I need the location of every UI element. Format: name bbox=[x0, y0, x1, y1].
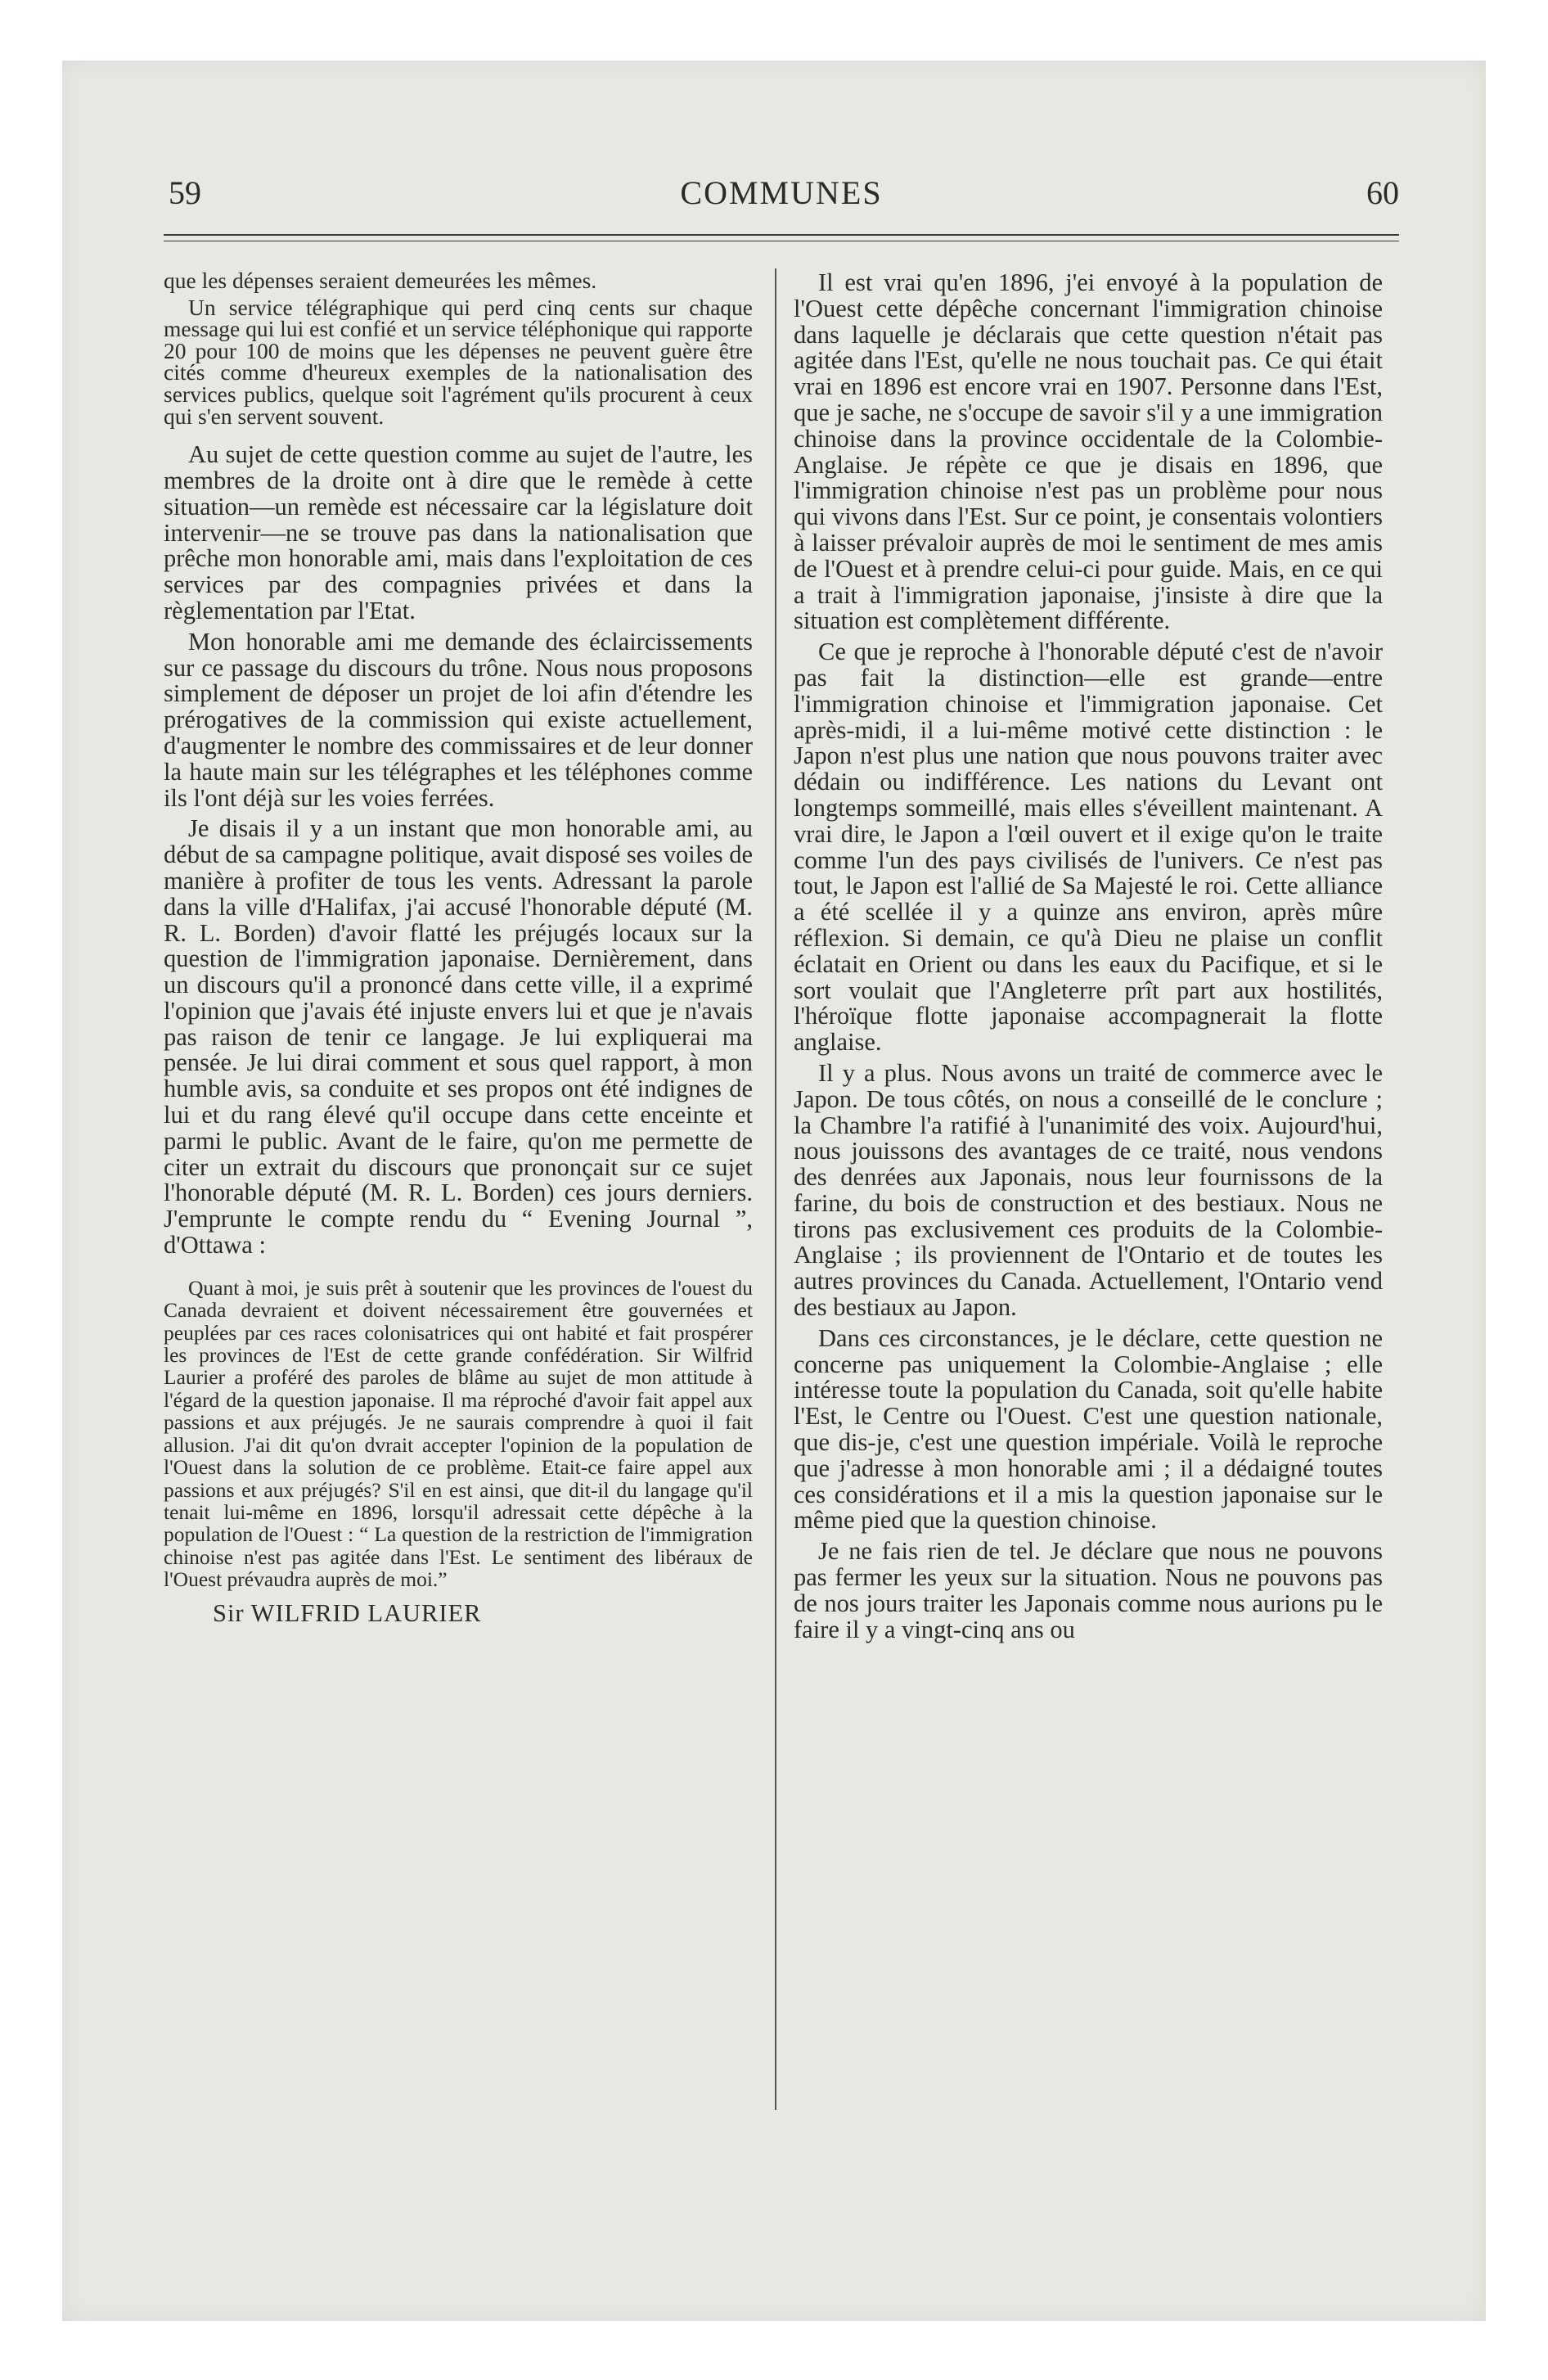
quoted-extract: Quant à moi, je suis prêt à soutenir que les provinces de l'ouest du Canada devraient et doivent nécessairement être gouvernées et peuplées par ces races colonisatrices qui ont habité et fait prospérer les provinces de l'Est de cette grande confédération. Sir Wilfrid Laurier a proféré des paroles de blâme au sujet de mon attitude à l'égard de la question japonaise. Il ma réproché d'avoir fait appel aux passions et aux préjugés. Je ne saurais comprendre à quoi il fait allusion. J'ai dit qu'on dvrait accepter l'opinion de la population de l'Ouest dans la solution de ce problème. Etait-ce faire appel aux passions et aux préjugés? S'il en est ainsi, que dit-il du langage qu'il tenait lui-même en 1896, lorsqu'il adressait cette dépêche à la population de l'Ouest : “ La question de la restriction de l'immigration chinoise n'est pas agitée dans l'Est. Le sentiment des libéraux de l'Ouest prévaudra auprès de moi.” bbox=[164, 1275, 753, 1592]
header-rule-top bbox=[164, 234, 1399, 236]
page-number-right: 60 bbox=[1366, 174, 1399, 211]
column-divider bbox=[775, 268, 776, 2110]
right-paragraph-3: Il y a plus. Nous avons un traité de commerce avec le Japon. De tous côtés, on nous a conseillé de le conclure ; la Chambre l'a ratifié à l'unanimité des voix. Aujourd'hui, nous jouissons des avantages de ce traité, nous vendons des denrées aux Japonais, nous leur fournissons de la farine, du bois de construction et des bestiaux. Nous ne tirons pas exclusivement ces produits de la Colombie-Anglaise ; ils proviennent de l'Ontario et de toutes les autres provinces du Canada. Actuellement, l'Ontario vend des bestiaux au Japon. bbox=[794, 1058, 1383, 1322]
page-title: COMMUNES bbox=[680, 174, 883, 211]
left-paragraph-4: Mon honorable ami me demande des éclaircissements sur ce passage du discours du trône. Nous nous proposons simplement de déposer un projet de loi afin d'étendre les prérogatives de la commission qui existe actuellement, d'augmenter le nombre des commissaires et de leur donner la haute main sur les télégraphes et les téléphones comme ils l'ont déjà sur les voies ferrées. bbox=[164, 627, 753, 812]
page-number-left: 59 bbox=[169, 174, 201, 211]
quote-signature: Sir WILFRID LAURIER bbox=[213, 1598, 482, 1627]
left-paragraph-3: Au sujet de cette question comme au sujet de l'autre, les membres de la droite ont à dire que le remède à cette situation—un remède est nécessaire car la législature doit intervenir—ne se trouve pas dans la nationalisation que prêche mon honorable ami, mais dans l'exploitation de ces services par des compagnies privées et dans la règlementation par l'Etat. bbox=[164, 440, 753, 624]
left-column bbox=[164, 270, 753, 1631]
left-paragraph-2: Un service télégraphique qui perd cinq cents sur chaque message qui lui est confié et un service téléphonique qui rapporte 20 pour 100 de moins que les dépenses ne peuvent guère être cités comme d'heureux exemples de la nationalisation des services publics, quelque soit l'agrément qu'ils procurent à ceux qui s'en servent souvent. bbox=[164, 294, 753, 429]
page-header bbox=[164, 164, 1399, 221]
left-paragraph-5: Je disais il y a un instant que mon honorable ami, au début de sa campagne politique, avait disposé ses voiles de manière à profiter de tous les vents. Adressant la parole dans la ville d'Halifax, j'ai accusé l'honorable député (M. R. L. Borden) d'avoir flatté les préjugés locaux sur la question de l'immigration japonaise. Dernièrement, dans un discours qu'il a prononcé dans cette ville, il a exprimé l'opinion que j'avais été injuste envers lui et que je n'avais pas raison de tenir ce langage. Je lui expliquerai ma pensée. Je lui dirai comment et sous quel rapport, à mon humble avis, sa conduite et ses propos ont été indignes de lui et du rang élevé qu'il occupe dans cette enceinte et parmi le public. Avant de le faire, qu'on me permette de citer un extrait du discours que prononçait sur ce sujet l'honorable député (M. R. L. Borden) ces jours derniers. J'emprunte le compte rendu du “ Evening Journal ”, d'Ottawa : bbox=[164, 814, 753, 1260]
left-paragraph-1: que les dépenses seraient demeurées les mêmes. bbox=[164, 268, 597, 293]
right-column bbox=[794, 270, 1383, 1648]
right-paragraph-5: Je ne fais rien de tel. Je déclare que nous ne pouvons pas fermer les yeux sur la situation. Nous ne pouvons pas de nos jours traiter les Japonais comme nous aurions pu le faire il y a vingt-cinq ans ou bbox=[794, 1537, 1383, 1643]
right-paragraph-4: Dans ces circonstances, je le déclare, cette question ne concerne pas uniquement la Colombie-Anglaise ; elle intéresse toute la population du Canada, soit qu'elle habite l'Est, le Centre ou l'Ouest. C'est une question nationale, que dis-je, c'est une question impériale. Voilà le reproche que j'adresse à mon honorable ami ; il a dédaigné toutes ces considérations et il a mis la question japonaise sur le même pied que la question chinoise. bbox=[794, 1323, 1383, 1535]
document-page bbox=[164, 164, 1399, 2259]
right-paragraph-1: Il est vrai qu'en 1896, j'ei envoyé à la population de l'Ouest cette dépêche concernant l'immigration chinoise dans laquelle je déclarais que cette question n'était pas agitée dans l'Est, qu'elle ne nous touchait pas. Ce qui était vrai en 1896 est encore vrai en 1907. Personne dans l'Est, que je sache, ne s'occupe de savoir s'il y a une immigration chinoise dans la province occidentale de la Colombie-Anglaise. Je répète ce que je disais en 1896, que l'immigration chinoise n'est pas un problème pour nous qui vivons dans l'Est. Sur ce point, je consentais volontiers à laisser prévaloir auprès de moi le sentiment de mes amis de l'Ouest et à prendre celui-ci pour guide. Mais, en ce qui a trait à l'immigration japonaise, j'insiste à dire que la situation est complètement différente. bbox=[794, 268, 1383, 635]
right-paragraph-2: Ce que je reproche à l'honorable député c'est de n'avoir pas fait la distinction—elle est grande—entre l'immigration chinoise et l'immigration japonaise. Cet après-midi, il a lui-même motivé cette distinction : le Japon n'est plus une nation que nous pouvons traiter avec dédain ou indifférence. Les nations du Levant ont longtemps sommeillé, mais elles s'éveillent maintenant. A vrai dire, le Japon a l'œil ouvert et il exige qu'on le traite comme l'un des pays civilisés de l'univers. Ce n'est pas tout, le Japon est l'allié de Sa Majesté le roi. Cette alliance a été scellée il y a quinze ans environ, après mûre réflexion. Si demain, ce qu'à Dieu ne plaise un conflit éclatait en Orient ou dans les eaux du Pacifique, et si le sort voulait que l'Angleterre prît part aux hostilités, l'héroïque flotte japonaise accompagnerait la flotte anglaise. bbox=[794, 638, 1383, 1057]
